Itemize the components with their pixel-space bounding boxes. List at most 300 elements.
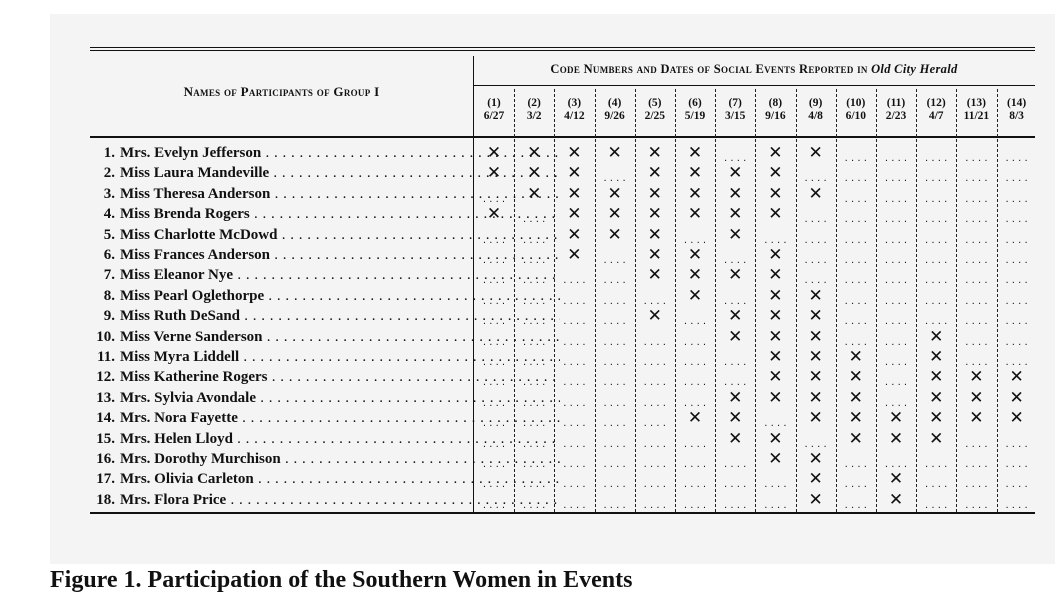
- attendance-empty: [595, 245, 635, 265]
- attendance-empty: [997, 429, 1037, 449]
- participant-name: Miss Theresa Anderson . . .: [120, 184, 560, 204]
- figure-caption: Figure 1. Participation of the Southern Women in Events: [50, 567, 633, 593]
- event-column-header: [595, 97, 635, 123]
- attendance-empty: [836, 490, 876, 510]
- attendance-empty: [595, 388, 635, 408]
- attendance-empty: [916, 163, 956, 183]
- attendance-empty: [755, 408, 795, 428]
- attendance-mark: ✕: [607, 224, 622, 245]
- attendance-empty: [595, 265, 635, 285]
- attendance-empty: [876, 245, 916, 265]
- attendance-mark: ✕: [808, 469, 823, 490]
- attendance-empty: [876, 265, 916, 285]
- attendance-empty: [474, 327, 514, 347]
- attendance-empty: [675, 469, 715, 489]
- event-code: (14): [1007, 97, 1027, 109]
- attendance-mark: ✕: [888, 469, 904, 490]
- attendance-mark: ✕: [1009, 387, 1024, 408]
- attendance-empty: [675, 306, 715, 326]
- attendance-empty: [514, 204, 554, 224]
- attendance-empty: [514, 408, 554, 428]
- attendance-mark: ✕: [728, 408, 743, 429]
- attendance-empty: [474, 225, 514, 245]
- attendance-mark: ✕: [768, 285, 783, 306]
- attendance-empty: [595, 429, 635, 449]
- attendance-empty: [956, 449, 996, 469]
- attendance-empty: [997, 286, 1037, 306]
- attendance-empty: [514, 490, 554, 510]
- participant-row: [90, 286, 1035, 306]
- attendance-empty: [635, 490, 675, 510]
- attendance-mark: ✕: [929, 367, 944, 388]
- attendance-empty: [956, 204, 996, 224]
- attendance-empty: [595, 347, 635, 367]
- participant-row: [90, 265, 1035, 285]
- newspaper-name: Old City Herald: [871, 62, 958, 76]
- attendance-empty: [514, 327, 554, 347]
- participant-name: Miss Laura Mandeville . . .: [120, 163, 560, 183]
- attendance-mark: ✕: [888, 428, 904, 449]
- attendance-empty: [836, 184, 876, 204]
- attendance-mark: ✕: [527, 163, 542, 184]
- attendance-mark: ✕: [808, 387, 823, 408]
- event-date: 9/26: [604, 110, 625, 122]
- attendance-empty: [635, 286, 675, 306]
- participant-name: Mrs. Evelyn Jefferson . . .: [120, 143, 560, 163]
- attendance-mark: ✕: [768, 204, 783, 225]
- participant-row: [90, 163, 1035, 183]
- attendance-empty: [916, 490, 956, 510]
- attendance-mark: ✕: [808, 367, 823, 388]
- attendance-empty: [474, 469, 514, 489]
- attendance-empty: [595, 408, 635, 428]
- participant-name: Miss Verne Sanderson . . .: [120, 327, 560, 347]
- attendance-mark: ✕: [567, 183, 582, 204]
- attendance-empty: [836, 449, 876, 469]
- event-date: 2/25: [644, 110, 666, 122]
- attendance-empty: [836, 265, 876, 285]
- event-code: (9): [808, 97, 823, 109]
- attendance-empty: [675, 490, 715, 510]
- attendance-empty: [916, 184, 956, 204]
- participant-name: Mrs. Nora Fayette . . .: [120, 408, 560, 428]
- attendance-empty: [876, 204, 916, 224]
- attendance-empty: [514, 347, 554, 367]
- attendance-mark: ✕: [527, 143, 542, 163]
- attendance-empty: [474, 347, 514, 367]
- attendance-empty: [635, 388, 675, 408]
- attendance-mark: ✕: [768, 428, 783, 449]
- attendance-mark: ✕: [808, 449, 823, 469]
- attendance-empty: [715, 367, 755, 387]
- attendance-empty: [474, 408, 514, 428]
- attendance-empty: [836, 163, 876, 183]
- attendance-empty: [595, 490, 635, 510]
- attendance-empty: [916, 143, 956, 163]
- attendance-empty: [836, 143, 876, 163]
- attendance-empty: [997, 347, 1037, 367]
- attendance-mark: ✕: [567, 204, 582, 225]
- attendance-mark: ✕: [647, 306, 662, 327]
- attendance-empty: [474, 184, 514, 204]
- attendance-mark: ✕: [768, 306, 783, 327]
- participant-number: 17.: [96, 471, 115, 488]
- participant-row: [90, 388, 1035, 408]
- event-code: (6): [688, 97, 702, 109]
- attendance-empty: [956, 327, 996, 347]
- attendance-mark: ✕: [687, 204, 703, 225]
- attendance-empty: [796, 429, 836, 449]
- attendance-empty: [876, 306, 916, 326]
- attendance-empty: [635, 449, 675, 469]
- attendance-mark: ✕: [768, 449, 783, 469]
- event-date: 5/19: [684, 110, 706, 122]
- attendance-empty: [876, 184, 916, 204]
- event-date: 11/21: [963, 110, 990, 122]
- event-code: (5): [648, 97, 662, 109]
- participant-name: Miss Charlotte McDowd . . .: [120, 225, 560, 245]
- event-column-header: [956, 97, 996, 123]
- attendance-empty: [876, 327, 916, 347]
- attendance-empty: [554, 408, 594, 428]
- event-column-header: [997, 97, 1037, 123]
- attendance-empty: [675, 327, 715, 347]
- attendance-empty: [715, 245, 755, 265]
- attendance-empty: [514, 429, 554, 449]
- attendance-empty: [997, 265, 1037, 285]
- attendance-empty: [715, 286, 755, 306]
- participant-row: [90, 306, 1035, 326]
- participant-number: 6.: [103, 247, 115, 263]
- attendance-empty: [755, 490, 795, 510]
- attendance-empty: [956, 265, 996, 285]
- attendance-mark: ✕: [687, 143, 703, 163]
- top-double-rule: [90, 47, 1035, 51]
- attendance-empty: [796, 265, 836, 285]
- attendance-mark: ✕: [647, 245, 662, 265]
- attendance-empty: [836, 204, 876, 224]
- participant-number: 18.: [96, 491, 115, 508]
- event-column-header: [876, 97, 916, 123]
- attendance-empty: [956, 225, 996, 245]
- participant-row: [90, 327, 1035, 347]
- event-date: 8/3: [1009, 110, 1024, 122]
- attendance-empty: [956, 306, 996, 326]
- attendance-empty: [474, 367, 514, 387]
- attendance-empty: [997, 245, 1037, 265]
- attendance-empty: [876, 163, 916, 183]
- attendance-empty: [755, 225, 795, 245]
- attendance-empty: [514, 306, 554, 326]
- attendance-mark: ✕: [728, 306, 743, 327]
- attendance-empty: [836, 469, 876, 489]
- attendance-mark: ✕: [728, 428, 743, 449]
- attendance-empty: [514, 388, 554, 408]
- names-column-header: Names of Participants of Group I: [183, 84, 380, 99]
- attendance-empty: [514, 449, 554, 469]
- attendance-empty: [474, 286, 514, 306]
- event-date: 2/23: [885, 110, 907, 122]
- attendance-empty: [675, 449, 715, 469]
- events-title-rule: [473, 85, 1035, 86]
- attendance-empty: [876, 367, 916, 387]
- event-date: 6/27: [483, 110, 505, 122]
- participant-row: [90, 449, 1035, 469]
- attendance-mark: ✕: [647, 143, 662, 163]
- participant-row: [90, 245, 1035, 265]
- attendance-empty: [474, 388, 514, 408]
- attendance-mark: ✕: [647, 163, 662, 184]
- participant-number: 12.: [96, 369, 115, 386]
- participant-row: [90, 367, 1035, 387]
- event-column-header: [796, 97, 836, 123]
- attendance-empty: [635, 429, 675, 449]
- event-date: 9/16: [765, 110, 786, 122]
- attendance-empty: [836, 286, 876, 306]
- attendance-empty: [916, 449, 956, 469]
- attendance-empty: [916, 265, 956, 285]
- attendance-mark: ✕: [929, 428, 944, 449]
- event-code: (12): [926, 97, 946, 109]
- participant-number: 15.: [96, 430, 115, 447]
- attendance-mark: ✕: [888, 408, 904, 429]
- attendance-mark: ✕: [728, 163, 743, 184]
- header-separator-rule: [90, 136, 1035, 138]
- participant-row: [90, 143, 1035, 163]
- attendance-empty: [836, 245, 876, 265]
- attendance-empty: [595, 286, 635, 306]
- participant-number: 13.: [96, 389, 115, 406]
- attendance-empty: [635, 367, 675, 387]
- attendance-empty: [514, 265, 554, 285]
- attendance-mark: ✕: [728, 183, 743, 204]
- event-date: 4/12: [564, 110, 585, 122]
- attendance-mark: ✕: [808, 306, 823, 327]
- participant-row: [90, 490, 1035, 510]
- event-column-header: [474, 97, 514, 123]
- participant-name: Miss Ruth DeSand . . .: [120, 306, 560, 326]
- attendance-empty: [715, 449, 755, 469]
- attendance-empty: [554, 327, 594, 347]
- attendance-empty: [755, 469, 795, 489]
- event-code: (2): [527, 97, 541, 109]
- attendance-empty: [554, 388, 594, 408]
- participant-row: [90, 429, 1035, 449]
- participant-name: Miss Katherine Rogers . . .: [120, 367, 560, 387]
- attendance-mark: ✕: [768, 143, 783, 163]
- event-column-header: [836, 97, 876, 123]
- participant-name: Mrs. Dorothy Murchison . . .: [120, 449, 560, 469]
- participant-number: 11.: [97, 349, 115, 365]
- attendance-empty: [635, 469, 675, 489]
- attendance-mark: ✕: [687, 183, 703, 204]
- attendance-empty: [876, 225, 916, 245]
- attendance-mark: ✕: [848, 367, 863, 388]
- attendance-empty: [956, 245, 996, 265]
- events-title-text: Code Numbers and Dates of Social Events Reported in: [550, 62, 872, 76]
- attendance-mark: ✕: [969, 367, 984, 388]
- attendance-empty: [997, 163, 1037, 183]
- participant-name: Miss Frances Anderson . . .: [120, 245, 560, 265]
- attendance-mark: ✕: [848, 347, 863, 367]
- attendance-empty: [474, 490, 514, 510]
- attendance-empty: [675, 388, 715, 408]
- attendance-empty: [997, 449, 1037, 469]
- attendance-mark: ✕: [808, 143, 823, 163]
- event-code: (4): [607, 97, 622, 109]
- participant-number: 9.: [103, 308, 115, 325]
- attendance-empty: [514, 367, 554, 387]
- attendance-empty: [916, 225, 956, 245]
- attendance-empty: [956, 347, 996, 367]
- attendance-mark: ✕: [527, 183, 542, 204]
- attendance-mark: ✕: [768, 163, 783, 184]
- attendance-empty: [595, 306, 635, 326]
- attendance-mark: ✕: [647, 204, 662, 225]
- attendance-empty: [514, 469, 554, 489]
- attendance-empty: [675, 429, 715, 449]
- attendance-mark: ✕: [728, 204, 743, 225]
- attendance-mark: ✕: [768, 347, 783, 367]
- attendance-mark: ✕: [607, 183, 622, 204]
- attendance-empty: [997, 184, 1037, 204]
- attendance-mark: ✕: [728, 326, 743, 347]
- attendance-mark: ✕: [969, 387, 984, 408]
- attendance-empty: [916, 469, 956, 489]
- attendance-empty: [675, 347, 715, 367]
- attendance-empty: [916, 204, 956, 224]
- attendance-empty: [635, 327, 675, 347]
- attendance-mark: ✕: [808, 183, 823, 204]
- attendance-empty: [956, 469, 996, 489]
- participant-number: 16.: [96, 451, 115, 467]
- attendance-empty: [554, 265, 594, 285]
- participant-name: Mrs. Helen Lloyd . . .: [120, 429, 560, 449]
- attendance-mark: ✕: [567, 224, 582, 245]
- attendance-empty: [836, 306, 876, 326]
- attendance-mark: ✕: [848, 428, 863, 449]
- participant-name: Miss Pearl Oglethorpe . . .: [120, 286, 560, 306]
- attendance-mark: ✕: [687, 265, 703, 286]
- attendance-empty: [876, 286, 916, 306]
- participant-number: 2.: [103, 165, 115, 182]
- attendance-mark: ✕: [808, 408, 823, 429]
- event-date: 6/10: [845, 110, 867, 122]
- participant-number: 10.: [96, 328, 115, 345]
- event-code: (13): [966, 97, 986, 109]
- participant-number: 7.: [103, 267, 115, 284]
- attendance-mark: ✕: [929, 387, 944, 408]
- attendance-mark: ✕: [486, 163, 502, 184]
- event-column-header: [635, 97, 675, 123]
- attendance-empty: [474, 306, 514, 326]
- attendance-empty: [715, 347, 755, 367]
- event-date: 4/7: [928, 110, 944, 122]
- participant-name: Mrs. Olivia Carleton . . .: [120, 469, 560, 489]
- attendance-mark: ✕: [687, 408, 703, 429]
- event-code: (11): [886, 97, 906, 109]
- participant-name: Miss Eleanor Nye . . .: [120, 265, 560, 285]
- attendance-mark: ✕: [1009, 367, 1024, 388]
- participant-number: 14.: [96, 410, 115, 427]
- attendance-empty: [876, 347, 916, 367]
- attendance-mark: ✕: [486, 143, 502, 163]
- attendance-mark: ✕: [728, 387, 743, 408]
- attendance-mark: ✕: [607, 143, 622, 163]
- attendance-empty: [796, 204, 836, 224]
- attendance-mark: ✕: [768, 367, 783, 388]
- attendance-empty: [876, 143, 916, 163]
- events-title: [473, 62, 1035, 77]
- attendance-empty: [997, 327, 1037, 347]
- event-column-header: [755, 97, 795, 123]
- attendance-mark: ✕: [888, 489, 904, 510]
- attendance-empty: [554, 490, 594, 510]
- attendance-empty: [514, 245, 554, 265]
- event-code: (7): [728, 97, 742, 109]
- attendance-empty: [997, 306, 1037, 326]
- attendance-empty: [715, 143, 755, 163]
- attendance-empty: [956, 163, 996, 183]
- attendance-mark: ✕: [848, 387, 863, 408]
- attendance-empty: [956, 286, 996, 306]
- attendance-empty: [514, 225, 554, 245]
- attendance-mark: ✕: [728, 265, 743, 286]
- attendance-empty: [635, 347, 675, 367]
- participant-name: Mrs. Flora Price . . .: [120, 490, 560, 510]
- attendance-empty: [554, 306, 594, 326]
- event-column-header: [675, 97, 715, 123]
- attendance-empty: [595, 449, 635, 469]
- attendance-empty: [997, 225, 1037, 245]
- attendance-mark: ✕: [567, 163, 582, 184]
- attendance-empty: [554, 367, 594, 387]
- participant-row: [90, 469, 1035, 489]
- attendance-empty: [796, 163, 836, 183]
- attendance-empty: [715, 490, 755, 510]
- attendance-mark: ✕: [808, 347, 823, 367]
- participant-number: 4.: [103, 206, 115, 223]
- attendance-empty: [956, 184, 996, 204]
- event-date: 3/15: [724, 110, 746, 122]
- attendance-empty: [876, 449, 916, 469]
- event-column-header: [715, 97, 755, 123]
- attendance-empty: [474, 245, 514, 265]
- attendance-empty: [474, 429, 514, 449]
- attendance-mark: ✕: [929, 347, 944, 367]
- attendance-empty: [836, 327, 876, 347]
- event-date: 3/2: [526, 110, 542, 122]
- participant-name: Miss Brenda Rogers . . .: [120, 204, 560, 224]
- attendance-mark: ✕: [808, 285, 823, 306]
- attendance-mark: ✕: [687, 163, 703, 184]
- attendance-mark: ✕: [969, 408, 984, 429]
- attendance-mark: ✕: [647, 224, 662, 245]
- attendance-empty: [956, 490, 996, 510]
- attendance-empty: [595, 163, 635, 183]
- participant-row: [90, 408, 1035, 428]
- attendance-mark: ✕: [647, 183, 662, 204]
- attendance-empty: [595, 469, 635, 489]
- attendance-mark: ✕: [768, 245, 783, 265]
- attendance-mark: ✕: [687, 285, 703, 306]
- attendance-mark: ✕: [768, 387, 783, 408]
- attendance-mark: ✕: [486, 204, 502, 225]
- attendance-mark: ✕: [567, 143, 582, 163]
- attendance-empty: [997, 469, 1037, 489]
- bottom-rule: [90, 512, 1035, 514]
- attendance-mark: ✕: [808, 326, 823, 347]
